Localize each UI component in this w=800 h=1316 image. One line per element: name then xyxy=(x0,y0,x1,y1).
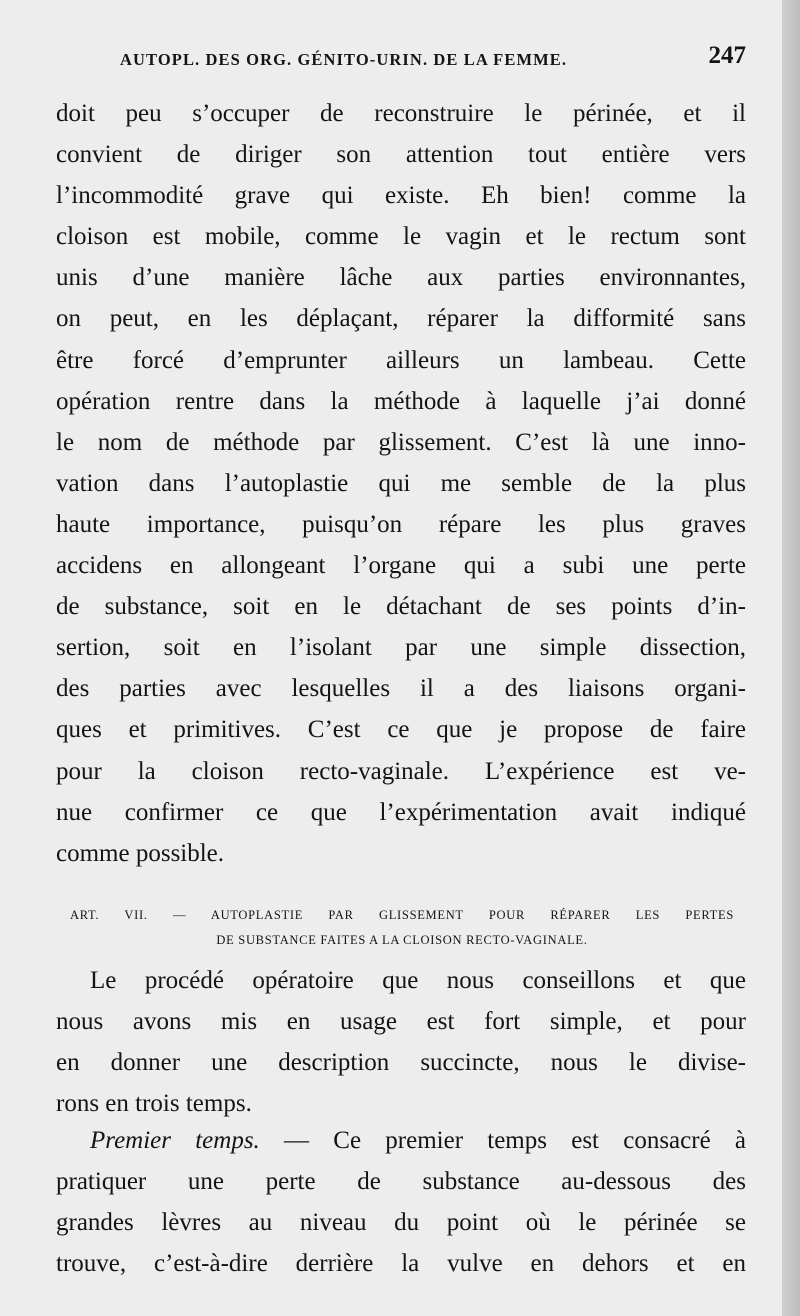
paragraph-3 xyxy=(56,1120,746,1284)
text-line: l’incommodité grave qui existe. Eh bien! comme la xyxy=(56,182,746,210)
text-line: doit peu s’occuper de reconstruire le périnée, et il xyxy=(56,100,746,127)
text-line: nue confirmer ce que l’expérimentation avait indiqué xyxy=(56,798,746,826)
text-line: comme possible. xyxy=(56,839,225,867)
text-line: sertion, soit en l’isolant par une simple dissection, xyxy=(56,634,746,662)
text-line: grandes lèvres au niveau du point où le périnée se xyxy=(56,1209,746,1237)
text-line: trouve, c’est-à-dire derrière la vulve en dehors et en xyxy=(56,1250,746,1278)
text-line: en donner une description succincte, nous le divise- xyxy=(56,1049,746,1077)
text-line: des parties avec lesquelles il a des liaisons organi- xyxy=(56,675,746,703)
text-line: de substance, soit en le détachant de ses points d’in- xyxy=(56,593,746,621)
text-line: nous avons mis en usage est fort simple, et pour xyxy=(56,1008,746,1036)
text-line: rons en trois temps. xyxy=(56,1090,252,1118)
text-line: opération rentre dans la méthode à laquelle j’ai donné xyxy=(56,387,746,415)
text-line xyxy=(56,1120,746,1161)
text-line: accidens en allongeant l’organe qui a subi une perte xyxy=(56,552,746,580)
text-line: ques et primitives. C’est ce que je propose de faire xyxy=(56,716,746,744)
page-edge-shadow xyxy=(782,0,800,1316)
paragraph-2 xyxy=(56,960,746,1124)
paragraph-lead-in: Premier temps. xyxy=(90,1127,260,1154)
paragraph-1 xyxy=(56,93,746,874)
text-line: unis d’une manière lâche aux parties environnantes, xyxy=(56,264,746,292)
text-line: cloison est mobile, comme le vagin et le rectum sont xyxy=(56,223,746,251)
text-line: être forcé d’emprunter ailleurs un lambeau. Cette xyxy=(56,346,746,374)
text-line: le nom de méthode par glissement. C’est là une inno- xyxy=(56,428,746,456)
text-line: convient de diriger son attention tout entière vers xyxy=(56,141,746,169)
text-line: pour la cloison recto-vaginale. L’expérience est ve- xyxy=(56,757,746,785)
text-line: on peut, en les déplaçant, réparer la difformité sans xyxy=(56,305,746,333)
section-heading-line: DE SUBSTANCE FAITES A LA CLOISON RECTO-VAGINALE. xyxy=(216,933,588,947)
section-heading-line: ART. VII. — AUTOPLASTIE PAR GLISSEMENT POUR RÉPARER LES PERTES xyxy=(70,908,734,922)
text-line-rest: — Ce premier temps est consacré à xyxy=(259,1127,746,1154)
text-line: haute importance, puisqu’on répare les plus graves xyxy=(56,510,746,538)
page-number: 247 xyxy=(708,42,746,69)
page-header xyxy=(56,42,746,76)
running-head: AUTOPL. DES ORG. GÉNITO-URIN. DE LA FEMME. xyxy=(120,50,568,69)
text-line: vation dans l’autoplastie qui me semble de la plus xyxy=(56,469,746,497)
section-heading xyxy=(70,903,734,953)
text-line: Le procédé opératoire que nous conseillons et que xyxy=(90,967,746,994)
text-line: pratiquer une perte de substance au-dessous des xyxy=(56,1168,746,1196)
